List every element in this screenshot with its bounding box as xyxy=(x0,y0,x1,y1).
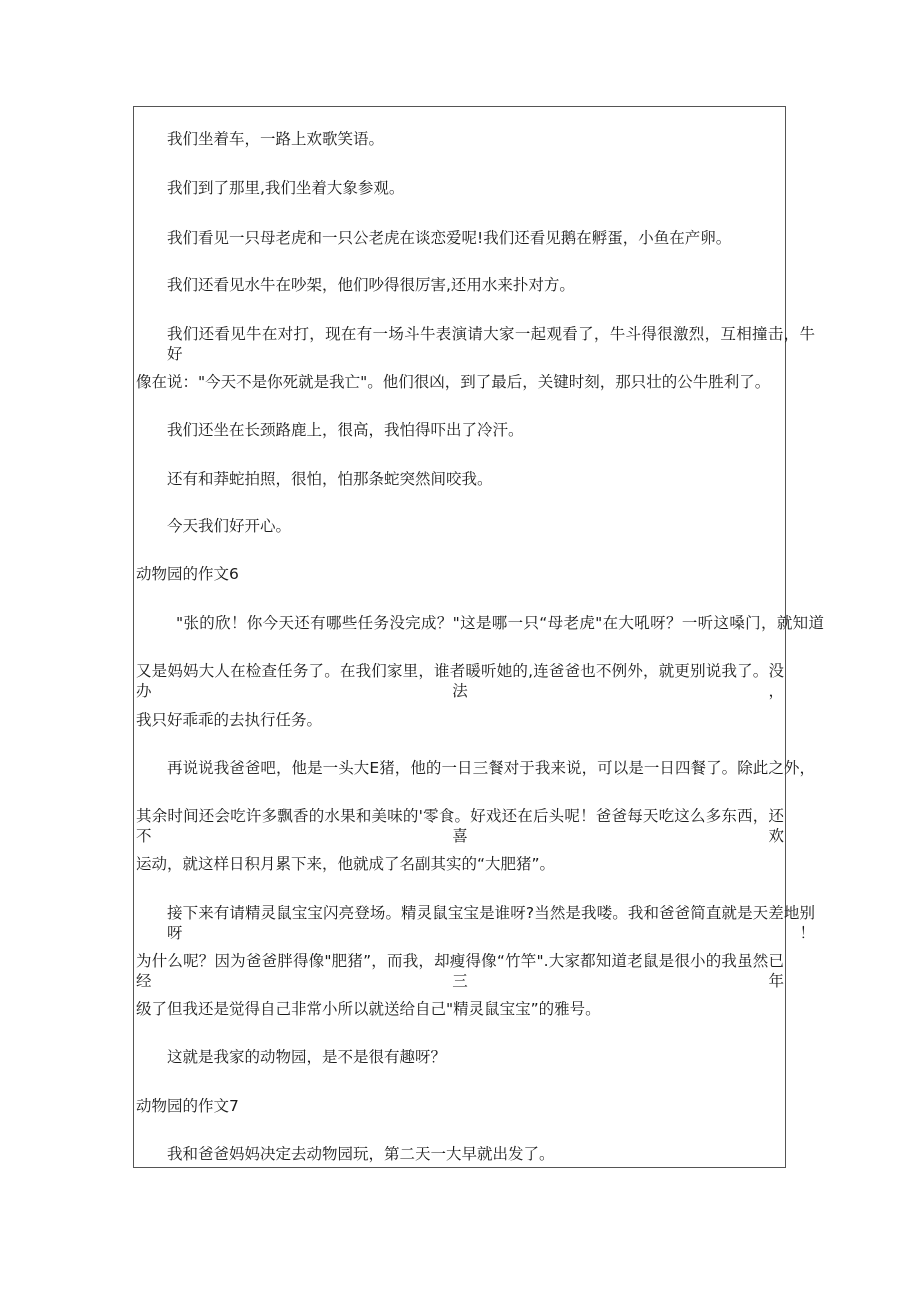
paragraph-line: 我们还坐在长颈路鹿上，很高，我怕得吓出了冷汗。 xyxy=(167,421,524,439)
paragraph-line: 我和爸爸妈妈决定去动物园玩，第二天一大早就出发了。 xyxy=(167,1145,555,1163)
paragraph-line: 像在说："今天不是你死就是我亡"。他们很凶，到了最后，关键时刻，那只壮的公牛胜利了。 xyxy=(136,373,771,391)
paragraph-line: 为什么呢？因为爸爸胖得像"肥猪”，而我，却瘦得像“竹竿".大家都知道老鼠是很小的我虽然已经三年 xyxy=(136,952,784,990)
paragraph-line: 级了但我还是觉得自己非常小所以就送给自己"精灵鼠宝宝”的雅号。 xyxy=(136,1000,601,1018)
paragraph-line: 接下来有请精灵鼠宝宝闪亮登场。精灵鼠宝宝是谁呀?当然是我喽。我和爸爸简直就是天差地别呀！ xyxy=(167,904,815,942)
paragraph-line: 我们坐着车，一路上欢歌笑语。 xyxy=(167,130,385,148)
paragraph-line: 今天我们好开心。 xyxy=(167,517,292,535)
paragraph-line: 其余时间还会吃许多飘香的水果和美味的'零食。好戏还在后头呢！爸爸每天吃这么多东西，还不喜欢 xyxy=(136,807,784,845)
paragraph-line: 还有和莽蛇拍照，很怕，怕那条蛇突然间咬我。 xyxy=(167,470,493,488)
paragraph-line: 又是妈妈大人在检查任务了。在我们家里，谁者暖听她的,连爸爸也不例外，就更别说我了。没办法， xyxy=(136,662,784,700)
paragraph-line: 我们看见一只母老虎和一只公老虎在谈恋爱呢!我们还看见鹅在孵蛋，小鱼在产卵。 xyxy=(167,229,732,247)
paragraph-line: 我只好乖乖的去执行任务。 xyxy=(136,711,323,729)
paragraph-line: 我们到了那里,我们坐着大象参观。 xyxy=(167,179,405,197)
paragraph-line: "张的欣！你今天还有哪些任务没完成？"这是哪一只“母老虎"在大吼呀？一听这嗓门，就知道 xyxy=(176,614,824,632)
paragraph-line: 我们还看见牛在对打，现在有一场斗牛表演请大家一起观看了，牛斗得很激烈，互相撞击，牛好 xyxy=(167,325,815,363)
paragraph-line: 运动，就这样日积月累下来，他就成了名副其实的“大肥猪”。 xyxy=(136,855,556,873)
section-heading: 动物园的作文6 xyxy=(136,565,239,583)
paragraph-line: 这就是我家的动物园，是不是很有趣呀？ xyxy=(167,1048,447,1066)
section-heading: 动物园的作文7 xyxy=(136,1097,239,1115)
paragraph-line: 再说说我爸爸吧，他是一头大E猪，他的一日三餐对于我来说，可以是一日四餐了。除此之外， xyxy=(167,759,815,777)
paragraph-line: 我们还看见水牛在吵架，他们吵得很厉害,还用水来扑对方。 xyxy=(167,276,575,294)
